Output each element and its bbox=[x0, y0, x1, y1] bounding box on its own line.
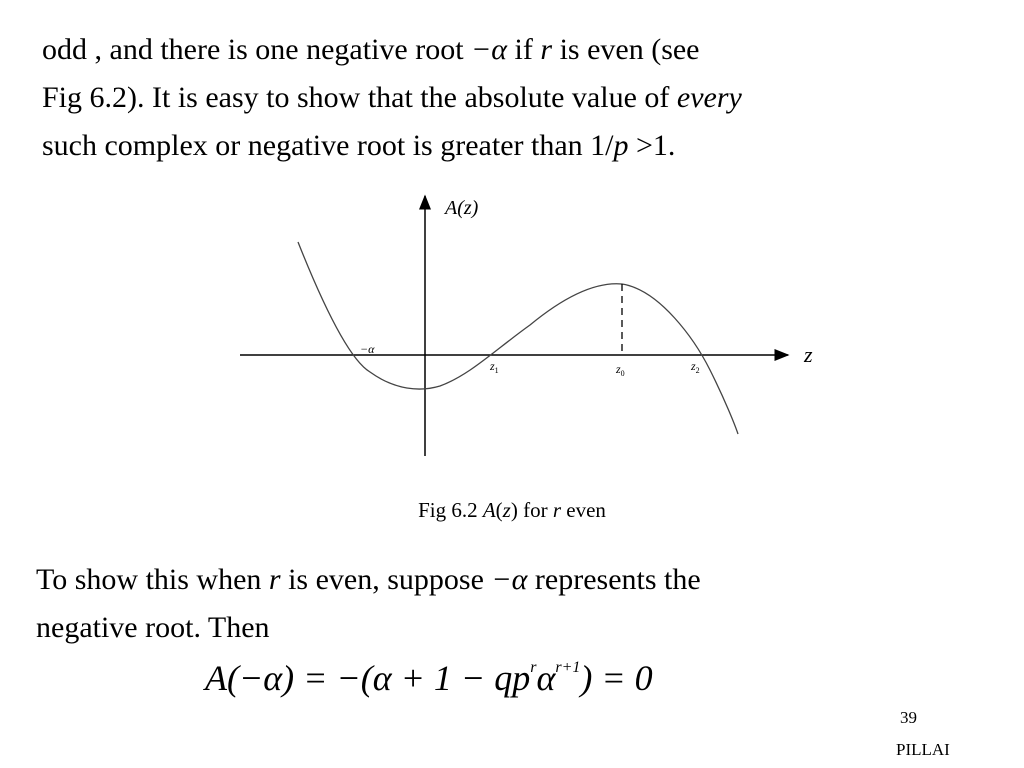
math-r: r bbox=[552, 498, 562, 522]
superscript-r: r bbox=[530, 659, 537, 676]
emphasis-every: every bbox=[676, 81, 742, 114]
text: To show this when bbox=[36, 563, 269, 596]
neg-root-label: −α bbox=[360, 342, 375, 356]
z0-label: $z_0$ bbox=[616, 362, 625, 378]
curve-A-z bbox=[298, 242, 738, 434]
text: even bbox=[561, 498, 606, 522]
superscript-r-plus-1: r+1 bbox=[555, 659, 581, 676]
text: Fig 6.2). It is easy to show that the absolute value of bbox=[42, 81, 677, 114]
equation-rhs: ) = 0 bbox=[580, 658, 653, 698]
text: represents the bbox=[527, 563, 701, 596]
text: ( bbox=[495, 498, 503, 522]
math-neg-alpha: −α bbox=[491, 563, 528, 596]
figure-caption bbox=[0, 498, 1024, 523]
math-r: r bbox=[268, 563, 281, 596]
text: >1. bbox=[628, 129, 676, 162]
text: is even (see bbox=[552, 33, 700, 66]
math-A: A bbox=[482, 498, 496, 522]
text: Fig 6.2 bbox=[418, 498, 483, 522]
bottom-paragraph bbox=[36, 556, 996, 652]
top-paragraph bbox=[42, 26, 992, 170]
equation-alpha: α bbox=[536, 658, 556, 698]
math-neg-alpha: −α bbox=[471, 33, 508, 66]
math-r: r bbox=[540, 33, 553, 66]
text: such complex or negative root is greater than 1/ bbox=[42, 129, 614, 162]
equation-lhs: A(−α) = −(α + 1 − qp bbox=[205, 658, 531, 698]
text: if bbox=[507, 33, 541, 66]
figure-6-2 bbox=[230, 190, 830, 470]
page-number: 39 bbox=[900, 708, 917, 727]
equation bbox=[205, 657, 653, 699]
x-axis-label: z bbox=[804, 342, 813, 367]
text: negative root. Then bbox=[36, 611, 270, 644]
footer-author: PILLAI bbox=[896, 740, 950, 759]
text: ) for bbox=[510, 498, 553, 522]
text: odd , and there is one negative root bbox=[42, 33, 472, 66]
z2-label: $z_2$ bbox=[691, 359, 700, 375]
math-p: p bbox=[613, 129, 629, 162]
math-z: z bbox=[502, 498, 511, 522]
figure-svg bbox=[230, 190, 830, 470]
z1-label: $z_1$ bbox=[490, 359, 499, 375]
text: is even, suppose bbox=[280, 563, 492, 596]
y-axis-label: A(z) bbox=[445, 197, 479, 219]
